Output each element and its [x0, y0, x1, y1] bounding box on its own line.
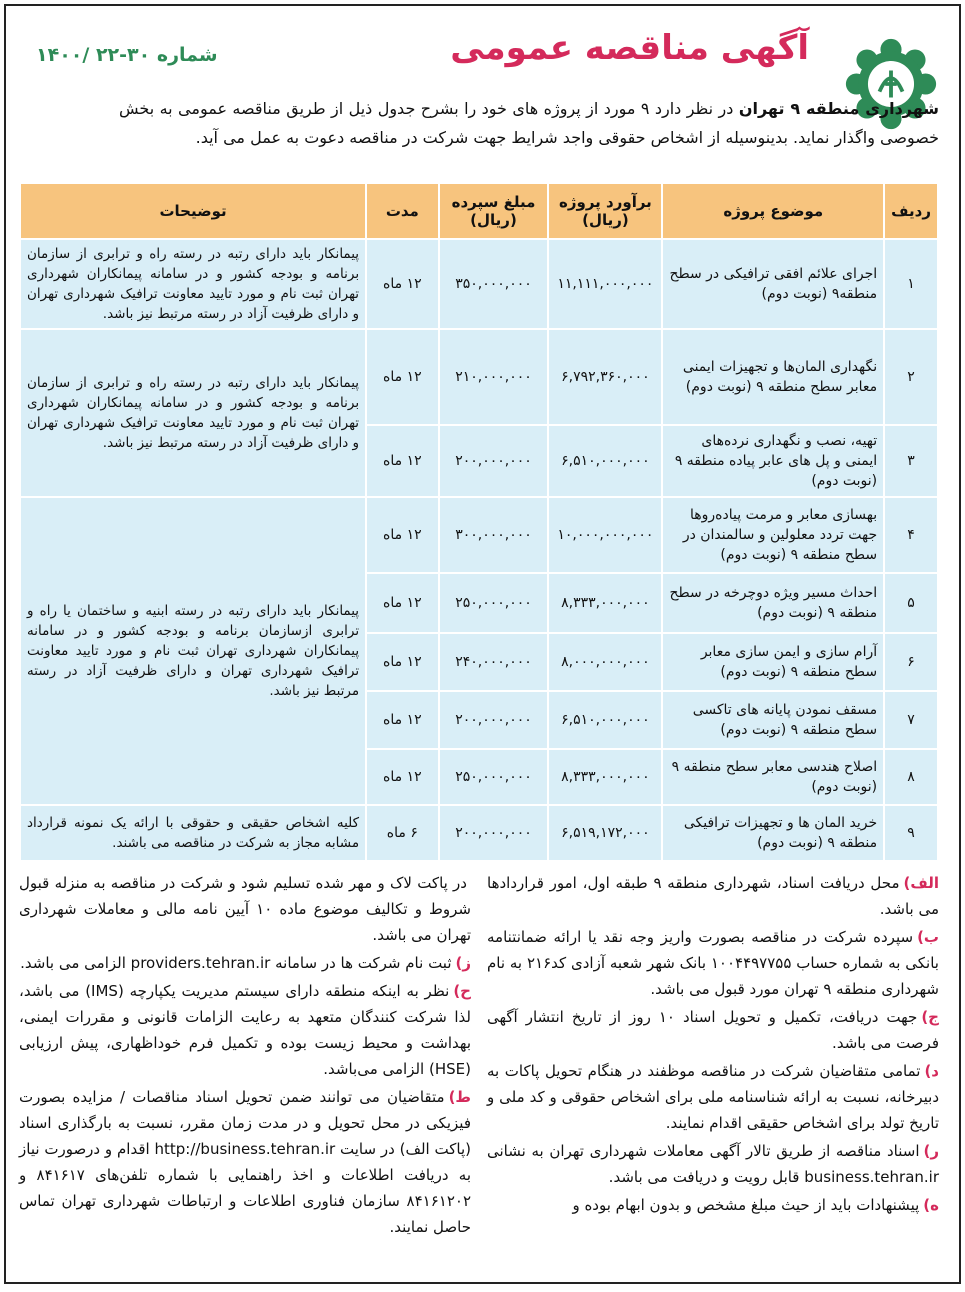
cell-duration: ۱۲ ماه — [366, 329, 439, 425]
tender-notice — [4, 4, 961, 1284]
cell-idx: ۷ — [884, 691, 938, 749]
cell-notes: پیمانکار باید دارای رتبه در رسته ابنیه و ساختمان یا راه و ترابری ازسازمان برنامه و بودجه کشور و در سامانه پیمانکاران شهرداری تهران ثبت نام و مورد تایید معاونت ترافیک شهرداری تهران و دارای ظرفیت آزاد در رسته مرتبط نیز باشد. — [20, 497, 366, 805]
page-title: آگهی مناقصه عمومی — [450, 28, 809, 68]
cell-subject: بهسازی معابر و مرمت پیاده‌روها جهت تردد معلولین و سالمندان در سطح منطقه ۹ (نوبت دوم) — [662, 497, 884, 573]
condition-item — [19, 950, 471, 976]
cell-notes: پیمانکار باید دارای رتبه در رسته راه و ترابری از سازمان برنامه و بودجه کشور و در سامانه پیمانکاران شهرداری تهران ثبت نام و مورد تایید معاونت ترافیک شهرداری تهران و دارای ظرفیت آزاد در رسته مرتبط نیز باشد. — [20, 329, 366, 497]
cell-duration: ۱۲ ماه — [366, 239, 439, 329]
cell-idx: ۹ — [884, 805, 938, 861]
condition-label: ز) — [455, 954, 471, 972]
condition-label: ج) — [921, 1008, 939, 1026]
table-row — [20, 239, 938, 329]
col-header-idx: ردیف — [884, 183, 938, 239]
cell-estimate: ۶,۷۹۲,۳۶۰,۰۰۰ — [548, 329, 662, 425]
col-header-subject: موضوع پروژه — [662, 183, 884, 239]
condition-text: متقاضیان می توانند ضمن تحویل اسناد مناقصات / مزایده بصورت فیزیکی در محل تحویل و در مدت زمان مقرر، نسبت به بارگذاری اسناد (پاکت الف) در سایت http://business.tehran.ir اقدام و درصورت نیاز به دریافت اطلاعات و اخذ راهنمایی با شماره تلفن‌های ۸۴۱۶۱۷ و ۸۴۱۶۱۲۰۲ سازمان فناوری اطلاعات و ارتباطات شهرداری تهران تماس حاصل نمایند. — [19, 1088, 472, 1236]
cell-duration: ۶ ماه — [366, 805, 439, 861]
cell-idx: ۳ — [884, 425, 938, 497]
condition-label: ه) — [923, 1196, 939, 1214]
cell-subject: نگهداری المان‌ها و تجهیزات ایمنی معابر سطح منطقه ۹ (نوبت دوم) — [662, 329, 884, 425]
cell-idx: ۲ — [884, 329, 938, 425]
table-row — [20, 805, 938, 861]
cell-duration: ۱۲ ماه — [366, 425, 439, 497]
condition-item — [19, 870, 471, 948]
table-header-row — [20, 183, 938, 239]
cell-estimate: ۱۰,۰۰۰,۰۰۰,۰۰۰ — [548, 497, 662, 573]
condition-item — [19, 1084, 471, 1240]
col-header-estimate: برآورد پروژه (ریال) — [548, 183, 662, 239]
cell-estimate: ۶,۵۱۹,۱۷۲,۰۰۰ — [548, 805, 662, 861]
cell-idx: ۵ — [884, 573, 938, 633]
condition-item — [487, 1058, 939, 1136]
cell-deposit: ۲۵۰,۰۰۰,۰۰۰ — [439, 749, 549, 805]
cell-subject: خرید المان ها و تجهیزات ترافیکی منطقه ۹ (نوبت دوم) — [662, 805, 884, 861]
cell-idx: ۸ — [884, 749, 938, 805]
condition-item — [487, 1192, 939, 1218]
condition-text: اسناد مناقصه از طریق تالار آگهی معاملات شهرداری تهران به نشانی business.tehran.ir قابل رویت و دریافت می باشد. — [487, 1142, 939, 1186]
condition-text: تمامی متقاضیان شرکت در مناقصه موظفند در هنگام تحویل پاکات به دبیرخانه، نسبت به ارائه شناسنامه ملی برای اشخاص حقوقی و کد ملی و تاریخ تولد برای اشخاص حقیقی اقدام نمایند. — [487, 1062, 939, 1132]
cell-deposit: ۲۰۰,۰۰۰,۰۰۰ — [439, 805, 549, 861]
intro-paragraph — [119, 94, 939, 152]
col-header-duration: مدت — [366, 183, 439, 239]
condition-label: ب) — [917, 928, 939, 946]
cell-estimate: ۱۱,۱۱۱,۰۰۰,۰۰۰ — [548, 239, 662, 329]
cell-idx: ۴ — [884, 497, 938, 573]
table-row — [20, 497, 938, 573]
cell-deposit: ۳۵۰,۰۰۰,۰۰۰ — [439, 239, 549, 329]
condition-text: سپرده شرکت در مناقصه بصورت واریز وجه نقد یا ارائه ضمانتنامه بانکی به شماره حساب ۱۰۰۴۴۹۷۷۵۵ بانک شهر شعبه آزادی کد۲۱۶ به نام شهرداری منطقه ۹ تهران مورد قبول می باشد. — [487, 928, 939, 998]
cell-duration: ۱۲ ماه — [366, 497, 439, 573]
conditions-left-column — [19, 870, 471, 1242]
cell-estimate: ۸,۰۰۰,۰۰۰,۰۰۰ — [548, 633, 662, 691]
cell-estimate: ۸,۳۳۳,۰۰۰,۰۰۰ — [548, 749, 662, 805]
cell-subject: احداث مسیر ویژه دوچرخه در سطح منطقه ۹ (نوبت دوم) — [662, 573, 884, 633]
cell-estimate: ۸,۳۳۳,۰۰۰,۰۰۰ — [548, 573, 662, 633]
cell-deposit: ۲۵۰,۰۰۰,۰۰۰ — [439, 573, 549, 633]
cell-deposit: ۲۰۰,۰۰۰,۰۰۰ — [439, 425, 549, 497]
table-row — [20, 329, 938, 425]
condition-item — [487, 870, 939, 922]
cell-idx: ۶ — [884, 633, 938, 691]
cell-notes: کلیه اشخاص حقیقی و حقوقی با ارائه یک نمونه قرارداد مشابه مجاز به شرکت در مناقصه می باشند. — [20, 805, 366, 861]
cell-duration: ۱۲ ماه — [366, 691, 439, 749]
cell-subject: اجرای علائم افقی ترافیکی در سطح منطقه۹ (نوبت دوم) — [662, 239, 884, 329]
projects-table — [19, 182, 939, 862]
cell-deposit: ۲۱۰,۰۰۰,۰۰۰ — [439, 329, 549, 425]
cell-duration: ۱۲ ماه — [366, 573, 439, 633]
condition-text: در پاکت لاک و مهر شده تسلیم شود و شرکت در مناقصه به منزله قبول شروط و تکالیف موضوع ماده ۱۰ آیین نامه مالی و معاملات شهرداری تهران می باشد. — [19, 874, 471, 944]
condition-item — [19, 978, 471, 1082]
condition-item — [487, 924, 939, 1002]
notice-number: شماره ۳۰-۲۲ /۱۴۰۰ — [36, 44, 218, 66]
condition-label: ر) — [923, 1142, 939, 1160]
cell-duration: ۱۲ ماه — [366, 749, 439, 805]
condition-text: ثبت نام شرکت ها در سامانه providers.tehran.ir الزامی می باشد. — [20, 954, 452, 972]
cell-estimate: ۶,۵۱۰,۰۰۰,۰۰۰ — [548, 691, 662, 749]
condition-label: ح) — [453, 982, 471, 1000]
cell-deposit: ۲۴۰,۰۰۰,۰۰۰ — [439, 633, 549, 691]
condition-item — [487, 1138, 939, 1190]
condition-text: پیشنهادات باید از حیث مبلغ مشخص و بدون ابهام بوده و — [572, 1196, 920, 1214]
intro-lead: شهرداری منطقه ۹ تهران — [738, 99, 940, 118]
cell-subject: اصلاح هندسی معابر سطح منطقه ۹ (نوبت دوم) — [662, 749, 884, 805]
cell-duration: ۱۲ ماه — [366, 633, 439, 691]
condition-text: جهت دریافت، تکمیل و تحویل اسناد ۱۰ روز از تاریخ انتشار آگهی فرصت می باشد. — [487, 1008, 939, 1052]
cell-estimate: ۶,۵۱۰,۰۰۰,۰۰۰ — [548, 425, 662, 497]
cell-subject: مسقف نمودن پایانه های تاکسی سطح منطقه ۹ (نوبت دوم) — [662, 691, 884, 749]
condition-item — [487, 1004, 939, 1056]
cell-deposit: ۲۰۰,۰۰۰,۰۰۰ — [439, 691, 549, 749]
col-header-notes: توضیحات — [20, 183, 366, 239]
condition-label: الف) — [903, 874, 939, 892]
condition-text: محل دریافت اسناد، شهرداری منطقه ۹ طبقه اول، امور قراردادها می باشد. — [487, 874, 939, 918]
condition-label: ط) — [448, 1088, 471, 1106]
intro-text: در نظر دارد ۹ مورد از پروژه های خود را بشرح جدول ذیل از طریق مناقصه عمومی به بخش خصوصی واگذار نماید. بدینوسیله از اشخاص حقوقی واجد شرایط جهت شرکت در مناقصه دعوت به عمل می آید. — [119, 99, 939, 147]
col-header-deposit: مبلغ سپرده (ریال) — [439, 183, 549, 239]
cell-idx: ۱ — [884, 239, 938, 329]
condition-label: د) — [924, 1062, 939, 1080]
conditions-right-column — [487, 870, 939, 1220]
cell-deposit: ۳۰۰,۰۰۰,۰۰۰ — [439, 497, 549, 573]
cell-notes: پیمانکار باید دارای رتبه در رسته راه و ترابری از سازمان برنامه و بودجه کشور و در سامانه پیمانکاران شهرداری تهران ثبت نام و مورد تایید معاونت ترافیک شهرداری تهران و دارای ظرفیت آزاد در رسته مرتبط نیز باشد. — [20, 239, 366, 329]
cell-subject: آرام سازی و ایمن سازی معابر سطح منطقه ۹ (نوبت دوم) — [662, 633, 884, 691]
condition-text: نظر به اینکه منطقه دارای سیستم مدیریت یکپارچه (IMS) می باشد، لذا شرکت کنندگان متعهد به رعایت الزامات قانونی و مقررات ایمنی، بهداشت و محیط زیست بوده و تکمیل فرم خوداظهاری، پیش ارزیابی (HSE) الزامی می‌باشد. — [19, 982, 471, 1078]
cell-subject: تهیه، نصب و نگهداری نرده‌های ایمنی و پل های عابر پیاده منطقه ۹ (نوبت دوم) — [662, 425, 884, 497]
